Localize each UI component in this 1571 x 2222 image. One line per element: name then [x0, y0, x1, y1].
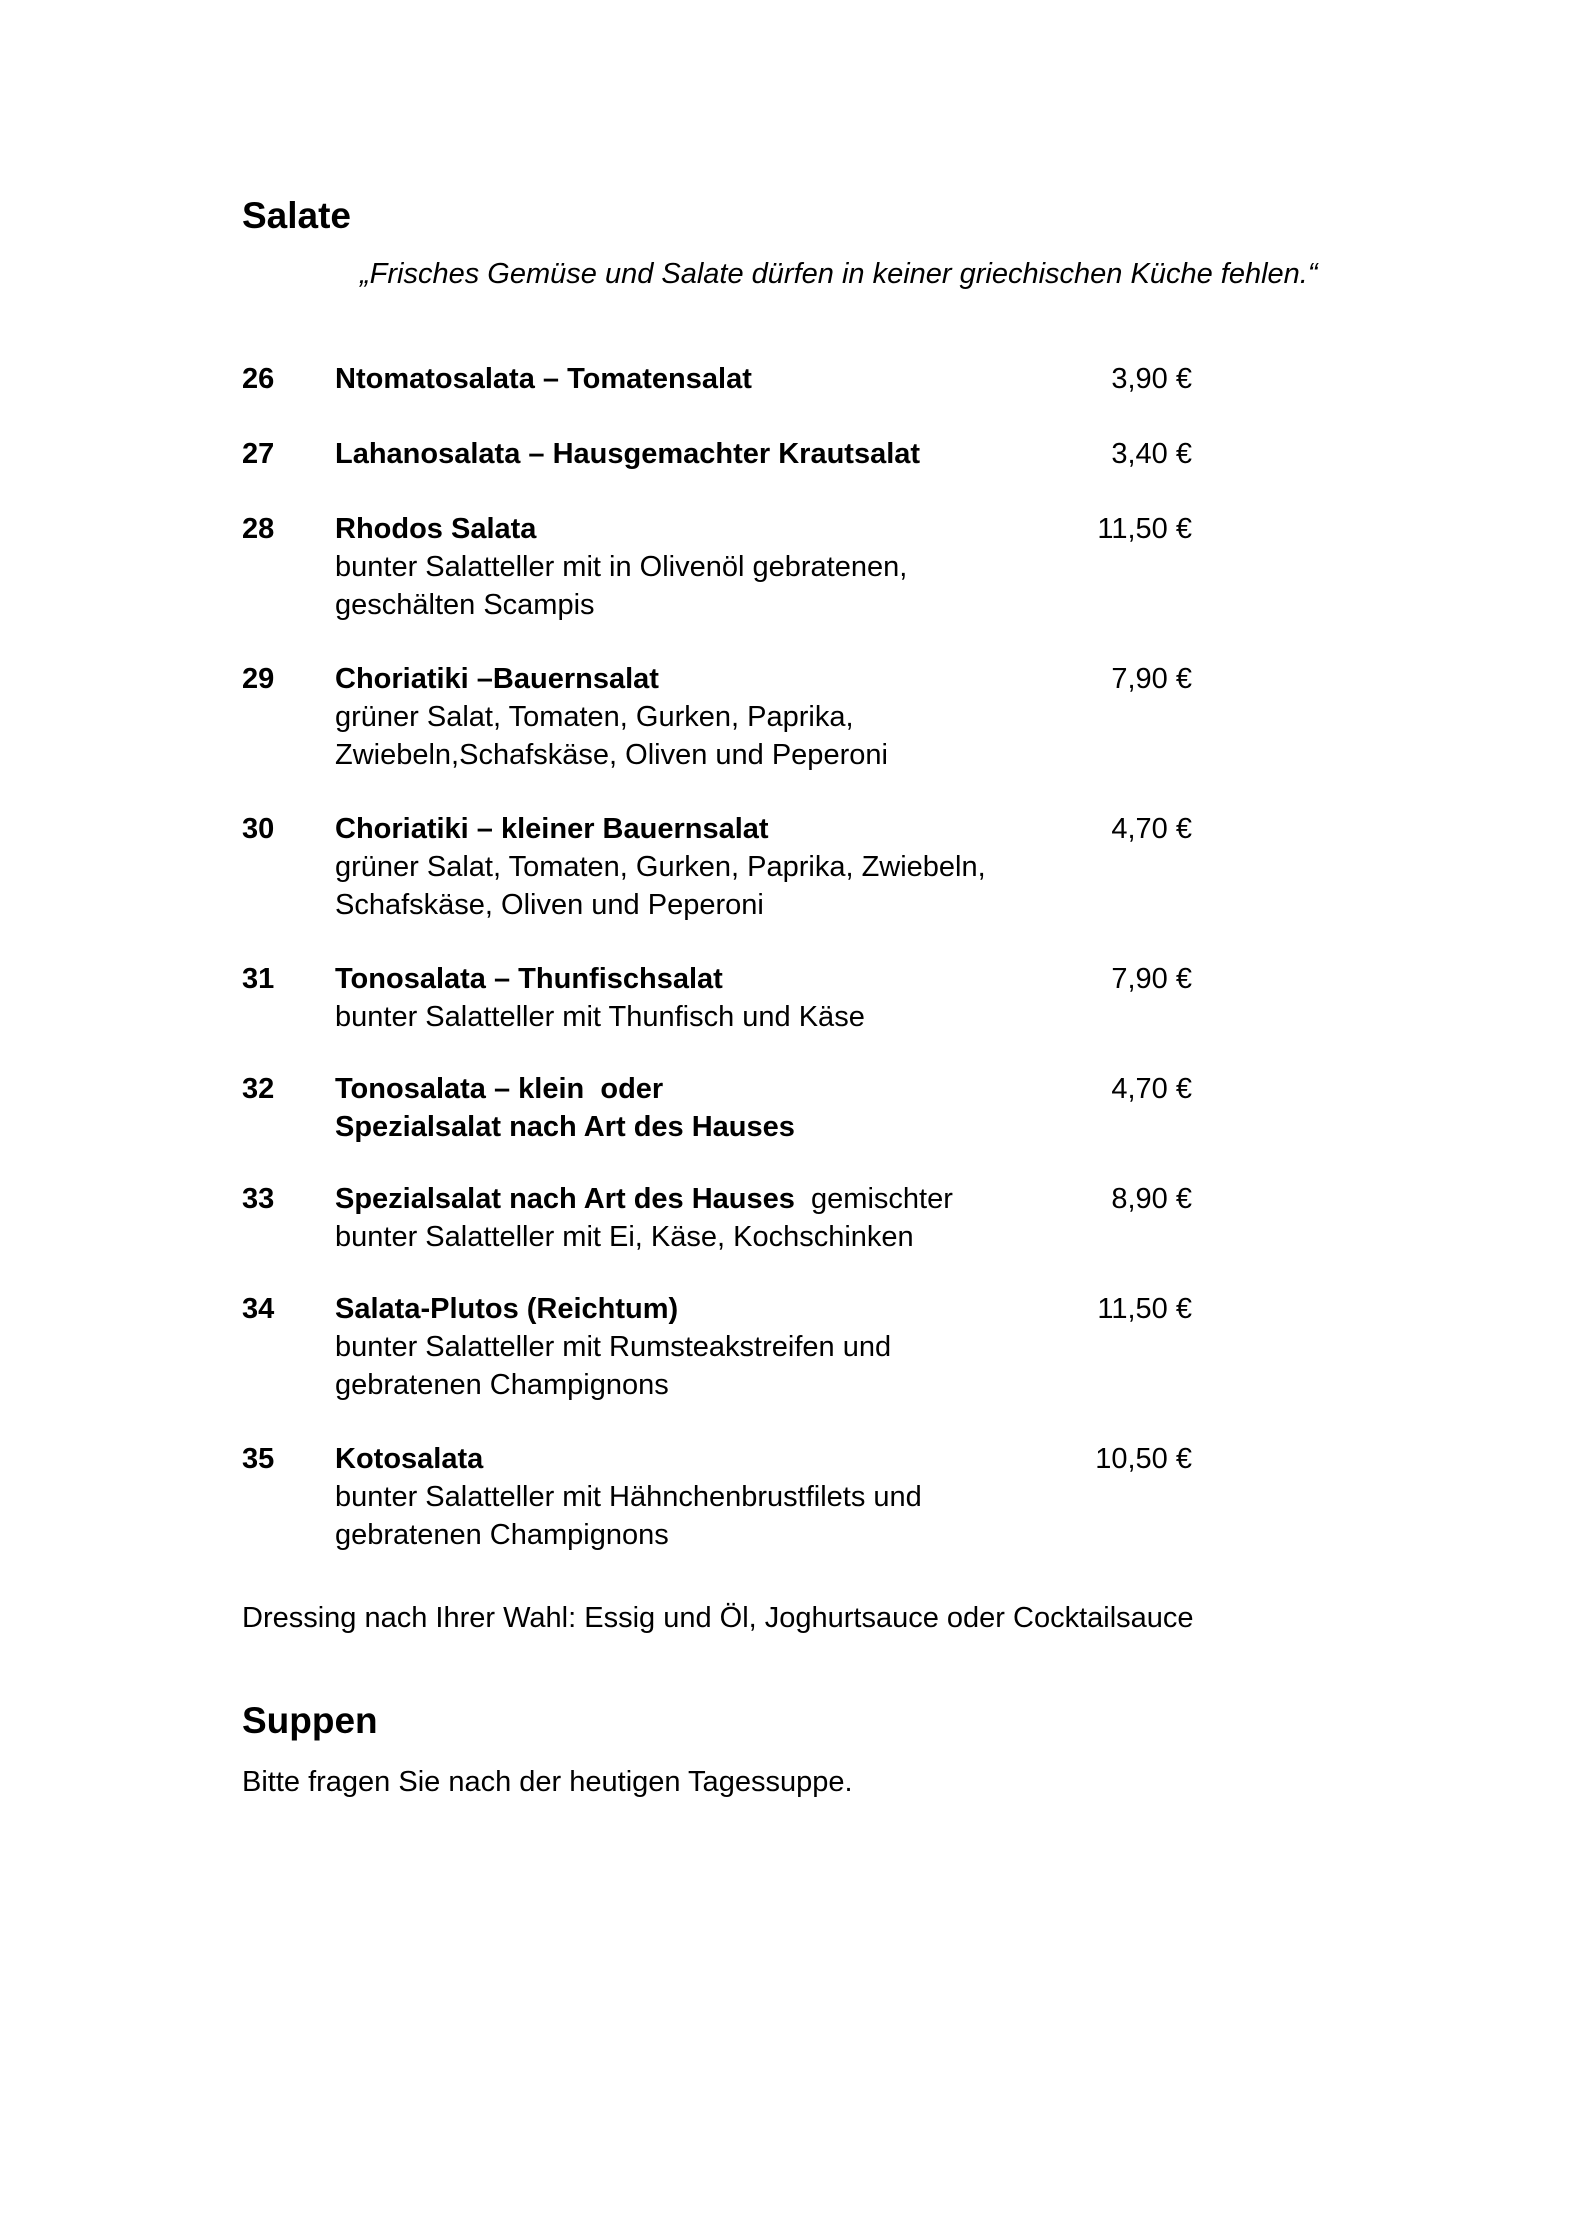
item-description: gebratenen Champignons [335, 1369, 669, 1401]
dressing-note: Dressing nach Ihrer Wahl: Essig und Öl, Joghurtsauce oder Cocktailsauce [242, 1602, 1194, 1634]
item-description: Zwiebeln,Schafskäse, Oliven und Peperoni [335, 739, 888, 771]
item-description: grüner Salat, Tomaten, Gurken, Paprika, Zwiebeln, [335, 851, 986, 883]
item-name: Kotosalata [335, 1443, 484, 1475]
item-description: geschälten Scampis [335, 589, 595, 621]
item-name-line2: Spezialsalat nach Art des Hauses [335, 1111, 795, 1143]
item-name: Rhodos Salata [335, 513, 537, 545]
item-number: 30 [242, 813, 275, 845]
item-price: 4,70 € [1111, 813, 1192, 845]
item-description: bunter Salatteller mit Hähnchenbrustfilets und [335, 1481, 922, 1513]
item-name-wrapper [335, 1180, 953, 1218]
item-description: bunter Salatteller mit in Olivenöl gebratenen, [335, 551, 908, 583]
item-number: 27 [242, 438, 275, 470]
salate-quote: „Frisches Gemüse und Salate dürfen in keiner griechischen Küche fehlen.“ [360, 258, 1318, 290]
item-name: Tonosalata – klein oder [335, 1073, 664, 1105]
item-price: 7,90 € [1111, 663, 1192, 695]
item-number: 32 [242, 1073, 275, 1105]
item-name: Tonosalata – Thunfischsalat [335, 963, 723, 995]
item-description: grüner Salat, Tomaten, Gurken, Paprika, [335, 701, 854, 733]
item-name: Choriatiki –Bauernsalat [335, 663, 659, 695]
item-name: Ntomatosalata – Tomatensalat [335, 363, 752, 395]
section-title-suppen: Suppen [242, 1700, 378, 1741]
suppen-note: Bitte fragen Sie nach der heutigen Tagessuppe. [242, 1766, 853, 1798]
item-description: Schafskäse, Oliven und Peperoni [335, 889, 764, 921]
item-name: Salata-Plutos (Reichtum) [335, 1293, 679, 1325]
item-price: 8,90 € [1111, 1183, 1192, 1215]
item-number: 31 [242, 963, 275, 995]
item-price: 10,50 € [1095, 1443, 1192, 1475]
item-name: Choriatiki – kleiner Bauernsalat [335, 813, 769, 845]
item-number: 33 [242, 1183, 275, 1215]
item-price: 11,50 € [1097, 1293, 1192, 1325]
item-name-extra: gemischter [811, 1183, 953, 1215]
item-price: 7,90 € [1111, 963, 1192, 995]
item-price: 3,40 € [1111, 438, 1192, 470]
item-number: 29 [242, 663, 275, 695]
item-description: bunter Salatteller mit Thunfisch und Käse [335, 1001, 865, 1033]
item-description: gebratenen Champignons [335, 1519, 669, 1551]
item-price: 11,50 € [1097, 513, 1192, 545]
item-number: 26 [242, 363, 275, 395]
item-price: 3,90 € [1111, 363, 1192, 395]
item-description: bunter Salatteller mit Ei, Käse, Kochschinken [335, 1221, 914, 1253]
item-description: bunter Salatteller mit Rumsteakstreifen und [335, 1331, 892, 1363]
item-name: Lahanosalata – Hausgemachter Krautsalat [335, 438, 921, 470]
item-number: 28 [242, 513, 275, 545]
item-name: Spezialsalat nach Art des Hauses [335, 1183, 795, 1215]
item-number: 35 [242, 1443, 275, 1475]
section-title-salate: Salate [242, 195, 352, 236]
item-number: 34 [242, 1293, 275, 1325]
item-price: 4,70 € [1111, 1073, 1192, 1105]
